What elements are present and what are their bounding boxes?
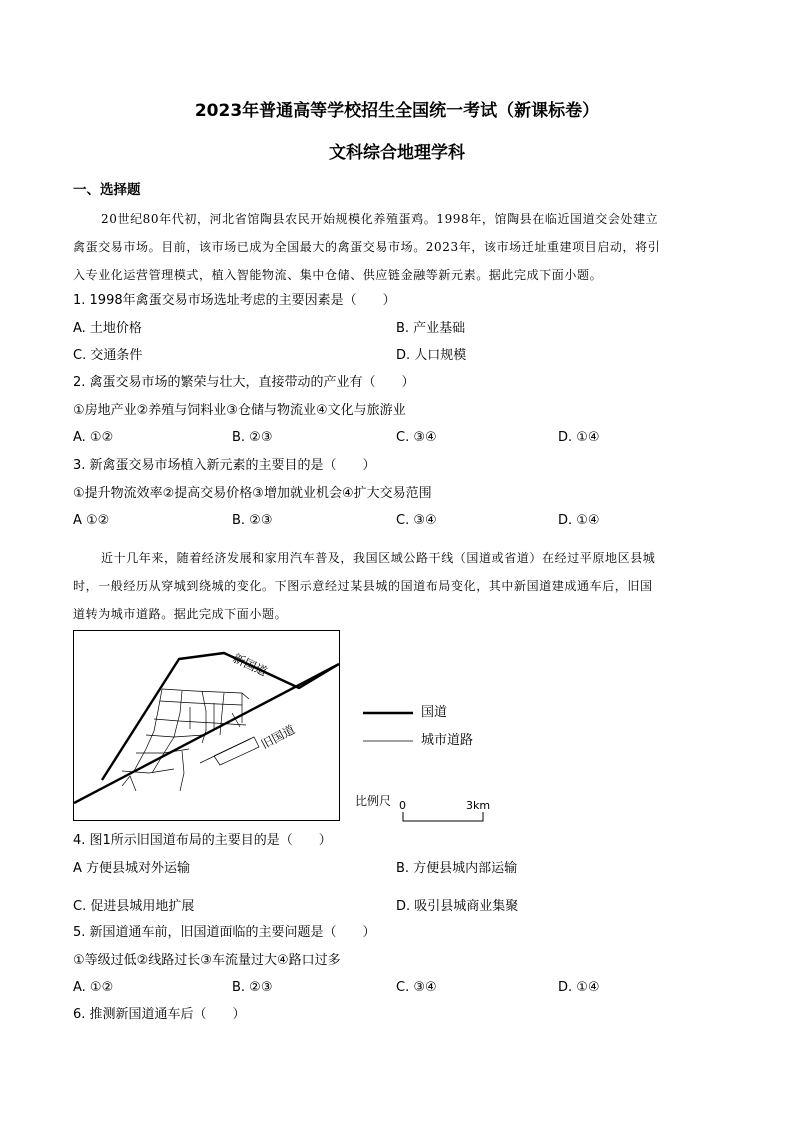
question-5-option-d[interactable]: D. ①④	[558, 980, 600, 995]
question-2-option-c[interactable]: C. ③④	[396, 430, 437, 445]
scale-bar	[400, 810, 490, 824]
passage1-line2: 禽蛋交易市场。目前，该市场已成为全国最大的禽蛋交易市场。2023年，该市场迁址重建项目启动，将引	[73, 240, 661, 254]
passage2-line1: 近十几年来，随着经济发展和家用汽车普及，我国区域公路干线（国道或省道）在经过平原地区县城	[101, 551, 656, 565]
county-road-map	[73, 630, 340, 821]
passage2-line3: 道转为城市道路。据此完成下面小题。	[73, 607, 288, 621]
question-1-option-a[interactable]: A. 土地价格	[73, 321, 142, 336]
exam-subtitle: 文科综合地理学科	[329, 143, 465, 163]
question-2-items: ①房地产业②养殖与饲料业③仓储与物流业④文化与旅游业	[73, 403, 406, 418]
old-road-label: 旧国道	[258, 722, 298, 752]
legend-national-label: 国道	[421, 705, 448, 720]
scale-zero: 0	[399, 799, 406, 812]
question-1-option-c[interactable]: C. 交通条件	[73, 348, 143, 363]
exam-title: 2023年普通高等学校招生全国统一考试（新课标卷）	[194, 101, 600, 121]
question-3-items: ①提升物流效率②提高交易价格③增加就业机会④扩大交易范围	[73, 486, 432, 501]
question-4-option-c[interactable]: C. 促进县城用地扩展	[73, 899, 195, 914]
question-5-stem: 5. 新国道通车前，旧国道面临的主要问题是（ ）	[73, 925, 376, 940]
question-3-option-a[interactable]: A ①②	[73, 513, 110, 528]
question-4-stem: 4. 图1所示旧国道布局的主要目的是（ ）	[73, 833, 332, 848]
scale-label: 比例尺	[355, 794, 392, 808]
old-national-road	[74, 664, 339, 803]
scale-end: 3km	[466, 799, 491, 812]
city-streets	[122, 689, 259, 791]
question-1-stem: 1. 1998年禽蛋交易市场选址考虑的主要因素是（ ）	[73, 293, 396, 308]
passage1-line3: 入专业化运营管理模式，植入智能物流、集中仓储、供应链金融等新元素。据此完成下面小题。	[73, 268, 603, 282]
question-4-option-d[interactable]: D. 吸引县城商业集聚	[396, 899, 519, 914]
legend-city-label: 城市道路	[421, 733, 474, 748]
question-5-items: ①等级过低②线路过长③车流量过大④路口过多	[73, 953, 341, 968]
passage2-line2: 时，一般经历从穿城到绕城的变化。下图示意经过某县城的国道布局变化，其中新国道建成通车后，旧国	[73, 579, 653, 593]
question-5-option-b[interactable]: B. ②③	[232, 980, 273, 995]
section-heading: 一、选择题	[73, 182, 141, 198]
question-2-option-a[interactable]: A. ①②	[73, 430, 114, 445]
question-1-option-d[interactable]: D. 人口规模	[396, 348, 467, 363]
question-4-option-b[interactable]: B. 方便县城内部运输	[396, 861, 518, 876]
question-6-stem: 6. 推测新国道通车后（ ）	[73, 1007, 246, 1022]
question-3-option-d[interactable]: D. ①④	[558, 513, 600, 528]
new-road-label: 新国道	[230, 651, 270, 679]
new-national-road	[102, 653, 339, 780]
question-3-stem: 3. 新禽蛋交易市场植入新元素的主要目的是（ ）	[73, 458, 376, 473]
question-3-option-b[interactable]: B. ②③	[232, 513, 273, 528]
question-3-option-c[interactable]: C. ③④	[396, 513, 437, 528]
question-5-option-a[interactable]: A. ①②	[73, 980, 114, 995]
question-2-option-b[interactable]: B. ②③	[232, 430, 273, 445]
map-drawing	[74, 631, 339, 820]
question-5-option-c[interactable]: C. ③④	[396, 980, 437, 995]
question-2-stem: 2. 禽蛋交易市场的繁荣与壮大，直接带动的产业有（ ）	[73, 375, 415, 390]
question-2-option-d[interactable]: D. ①④	[558, 430, 600, 445]
question-1-option-b[interactable]: B. 产业基础	[396, 321, 466, 336]
question-4-option-a[interactable]: A 方便县城对外运输	[73, 861, 191, 876]
passage1-line1: 20世纪80年代初，河北省馆陶县农民开始规模化养殖蛋鸡。1998年，馆陶县在临近国道交会处建立	[101, 212, 659, 226]
